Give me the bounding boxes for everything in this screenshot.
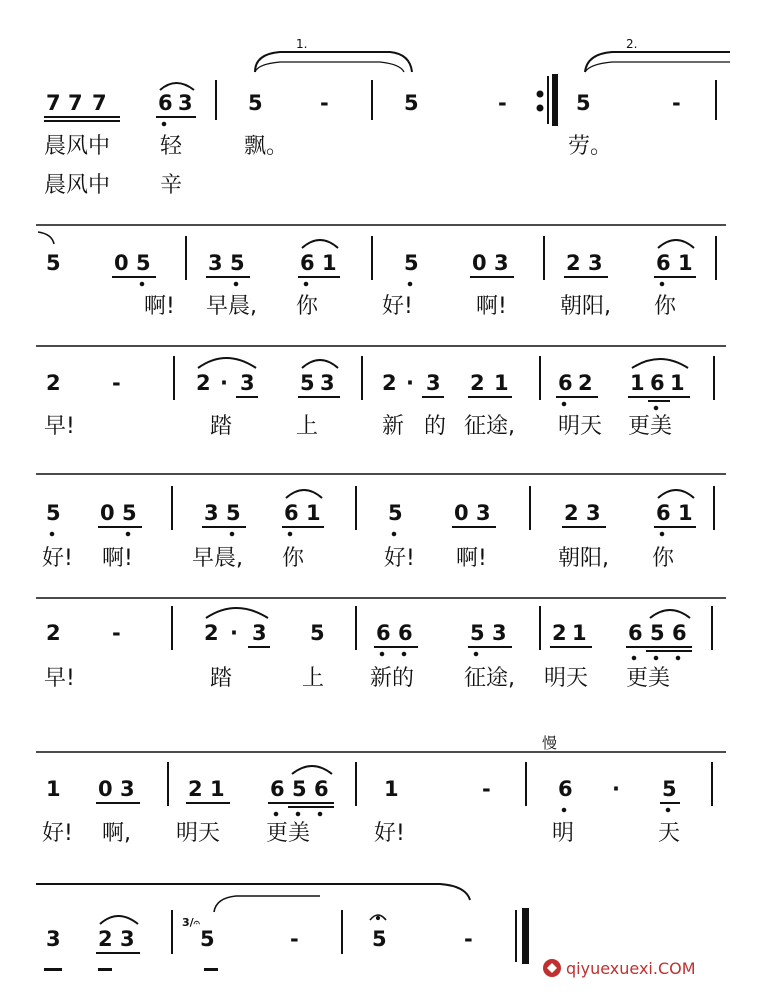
note: 2: [382, 371, 397, 395]
low-octave-dot: [660, 532, 664, 536]
low-octave-dot: [474, 652, 478, 656]
lyric: 轻: [160, 134, 183, 159]
note: -: [290, 927, 299, 951]
cropped-lyric-fragment: [204, 968, 218, 971]
low-octave-dot: [660, 282, 664, 286]
lyric: 上: [296, 414, 319, 439]
slur: [658, 490, 694, 498]
note: 1: [670, 371, 685, 395]
note: -: [320, 91, 329, 115]
note: 1: [210, 777, 225, 801]
lyric: 好!: [42, 546, 73, 571]
low-octave-dot: [296, 812, 300, 816]
note: 1: [630, 371, 645, 395]
note: 7: [68, 91, 83, 115]
slur: [198, 358, 256, 368]
lyric: 早晨,: [206, 294, 257, 319]
low-octave-dot: [304, 282, 308, 286]
note: -: [672, 91, 681, 115]
tempo-mark: 慢: [542, 734, 558, 752]
lyric: 啊!: [456, 546, 487, 571]
lyric: 你: [296, 294, 319, 319]
lyric: 征途,: [464, 414, 515, 439]
system-row-3: [44, 356, 714, 439]
lyric: 明: [552, 821, 575, 846]
note: 2: [204, 621, 219, 645]
note: 5: [650, 621, 665, 645]
lyric: 更美: [266, 821, 311, 846]
note: 6: [650, 371, 665, 395]
low-octave-dot: [402, 652, 406, 656]
lyric: 踏: [210, 414, 233, 439]
lyric: 征途,: [464, 666, 515, 691]
low-octave-dot: [654, 406, 658, 410]
note: 5: [46, 501, 61, 525]
note: 0: [454, 501, 469, 525]
system-row-4: [42, 486, 714, 571]
note: 1: [572, 621, 587, 645]
low-octave-dot: [50, 532, 54, 536]
note: 3: [476, 501, 491, 525]
note: 3: [492, 621, 507, 645]
lyric: 更美: [626, 666, 671, 691]
note: 6: [284, 501, 299, 525]
note: 6: [300, 251, 315, 275]
note: 5: [248, 91, 263, 115]
note: 5: [310, 621, 325, 645]
tie-arc: [214, 896, 320, 912]
note: 2: [188, 777, 203, 801]
note: 0: [114, 251, 129, 275]
watermark: [543, 959, 696, 978]
slur: [302, 240, 338, 248]
note: 6: [656, 501, 671, 525]
note: 2: [98, 927, 113, 951]
lyric: 朝阳,: [560, 294, 611, 319]
note: 5: [372, 927, 387, 951]
note: 7: [92, 91, 107, 115]
note: 5: [388, 501, 403, 525]
lyric: 踏: [210, 666, 233, 691]
note: 5: [200, 927, 215, 951]
note: 1: [46, 777, 61, 801]
note: -: [498, 91, 507, 115]
lyric: 晨风中: [44, 173, 111, 198]
volta-1-label: 1.: [296, 37, 308, 51]
lyric: 啊!: [476, 294, 507, 319]
low-octave-dot: [380, 652, 384, 656]
note: 6: [314, 777, 329, 801]
low-octave-dot: [632, 656, 636, 660]
slur: [100, 916, 138, 924]
low-octave-dot: [676, 656, 680, 660]
note: 5: [230, 251, 245, 275]
volta-2-label: 2.: [626, 37, 638, 51]
watermark-text: qiyuexuexi.COM: [566, 959, 696, 978]
note: 6: [672, 621, 687, 645]
low-octave-dot: [562, 808, 566, 812]
note: 6: [628, 621, 643, 645]
note: ·: [406, 371, 414, 395]
lyric: 好!: [382, 294, 413, 319]
low-octave-dot: [140, 282, 144, 286]
note: 2: [196, 371, 211, 395]
lyric: 的: [424, 414, 447, 439]
note: 1: [678, 251, 693, 275]
lyric: 早晨,: [192, 546, 243, 571]
lyric: 天: [658, 821, 681, 846]
note: 6: [270, 777, 285, 801]
low-octave-dot: [654, 656, 658, 660]
note: 3: [588, 251, 603, 275]
note: 6: [376, 621, 391, 645]
lyric: 啊!: [144, 294, 175, 319]
note: 5: [136, 251, 151, 275]
lyric: 明天: [176, 821, 221, 846]
note: 5: [122, 501, 137, 525]
note: 1: [322, 251, 337, 275]
note: 7: [46, 91, 61, 115]
note: 2: [578, 371, 593, 395]
system-row-2: [38, 232, 716, 319]
slur: [650, 610, 690, 618]
note: 5: [292, 777, 307, 801]
note: 6: [558, 777, 573, 801]
lyric: 好!: [384, 546, 415, 571]
note: 6: [558, 371, 573, 395]
low-octave-dot: [392, 532, 396, 536]
system-row-1: [44, 37, 730, 198]
note: 1: [494, 371, 509, 395]
cropped-lyric-fragment: [44, 968, 62, 971]
note: -: [482, 777, 491, 801]
note: -: [112, 371, 121, 395]
note: 5: [662, 777, 677, 801]
note: 3: [120, 927, 135, 951]
lyric: 更美: [628, 414, 673, 439]
repeat-dot: [537, 105, 543, 111]
system-row-6: [42, 762, 712, 846]
lyric: 新: [382, 414, 405, 439]
slur: [206, 608, 268, 618]
note: ·: [612, 777, 620, 801]
note: 2: [566, 251, 581, 275]
note: 6: [158, 91, 173, 115]
note: 1: [306, 501, 321, 525]
note: 0: [98, 777, 113, 801]
lyric: 啊,: [102, 821, 131, 846]
note: 0: [472, 251, 487, 275]
note: 2: [470, 371, 485, 395]
cropped-lyric-fragment: [98, 968, 112, 971]
note: 3: [208, 251, 223, 275]
lyric: 啊!: [102, 546, 133, 571]
lyric: 明天: [544, 666, 589, 691]
system-row-5: [44, 606, 712, 691]
lyric: 辛: [160, 173, 183, 198]
note: 5: [300, 371, 315, 395]
note: 3: [120, 777, 135, 801]
note: -: [464, 927, 473, 951]
note: 3: [252, 621, 267, 645]
final-thick-bar: [522, 908, 529, 964]
low-octave-dot: [562, 402, 566, 406]
note: 5: [404, 251, 419, 275]
note: 1: [678, 501, 693, 525]
lyric: 劳。: [568, 134, 613, 159]
lyric: 早!: [44, 414, 75, 439]
slur: [302, 360, 338, 368]
lyric: 晨风中: [44, 134, 111, 159]
note: 3: [240, 371, 255, 395]
slur: [658, 240, 694, 248]
slur: [632, 359, 688, 368]
lyric: 你: [282, 546, 305, 571]
fermata-sign: 3/𝄐: [182, 916, 200, 929]
note: 2: [46, 371, 61, 395]
system-row-7: [44, 896, 529, 971]
note: 2: [46, 621, 61, 645]
low-octave-dot: [408, 282, 412, 286]
low-octave-dot: [666, 808, 670, 812]
note: -: [112, 621, 121, 645]
lyric: 你: [654, 294, 677, 319]
note: 6: [398, 621, 413, 645]
note: 5: [404, 91, 419, 115]
low-octave-dot: [230, 532, 234, 536]
lyric: 朝阳,: [558, 546, 609, 571]
low-octave-dot: [126, 532, 130, 536]
lyric: 明天: [558, 414, 603, 439]
note: 1: [384, 777, 399, 801]
note: ·: [230, 621, 238, 645]
tie-continuation: [38, 232, 54, 244]
slur: [160, 83, 194, 90]
note: 5: [46, 251, 61, 275]
slur: [292, 766, 332, 774]
note: 3: [46, 927, 61, 951]
lyric: 好!: [42, 821, 73, 846]
lyric: 早!: [44, 666, 75, 691]
lyric: 新的: [370, 666, 415, 691]
low-octave-dot: [288, 532, 292, 536]
note: 6: [656, 251, 671, 275]
note: 3: [586, 501, 601, 525]
repeat-dot: [537, 91, 543, 97]
note: 0: [100, 501, 115, 525]
tie-arc: [36, 884, 470, 900]
note: 5: [576, 91, 591, 115]
lyric: 你: [652, 546, 675, 571]
low-octave-dot: [162, 122, 166, 126]
fermata-dot: [376, 916, 379, 919]
low-octave-dot: [234, 282, 238, 286]
low-octave-dot: [274, 812, 278, 816]
note: 3: [204, 501, 219, 525]
note: 3: [178, 91, 193, 115]
note: 3: [494, 251, 509, 275]
lyric: 好!: [374, 821, 405, 846]
slur: [286, 490, 322, 498]
note: 3: [320, 371, 335, 395]
note: 3: [426, 371, 441, 395]
note: ·: [220, 371, 228, 395]
note: 2: [552, 621, 567, 645]
lyric: 飘。: [244, 134, 289, 159]
lyric: 上: [302, 666, 325, 691]
note: 5: [470, 621, 485, 645]
low-octave-dot: [318, 812, 322, 816]
note: 2: [564, 501, 579, 525]
repeat-thick-bar: [552, 74, 558, 126]
note: 5: [226, 501, 241, 525]
